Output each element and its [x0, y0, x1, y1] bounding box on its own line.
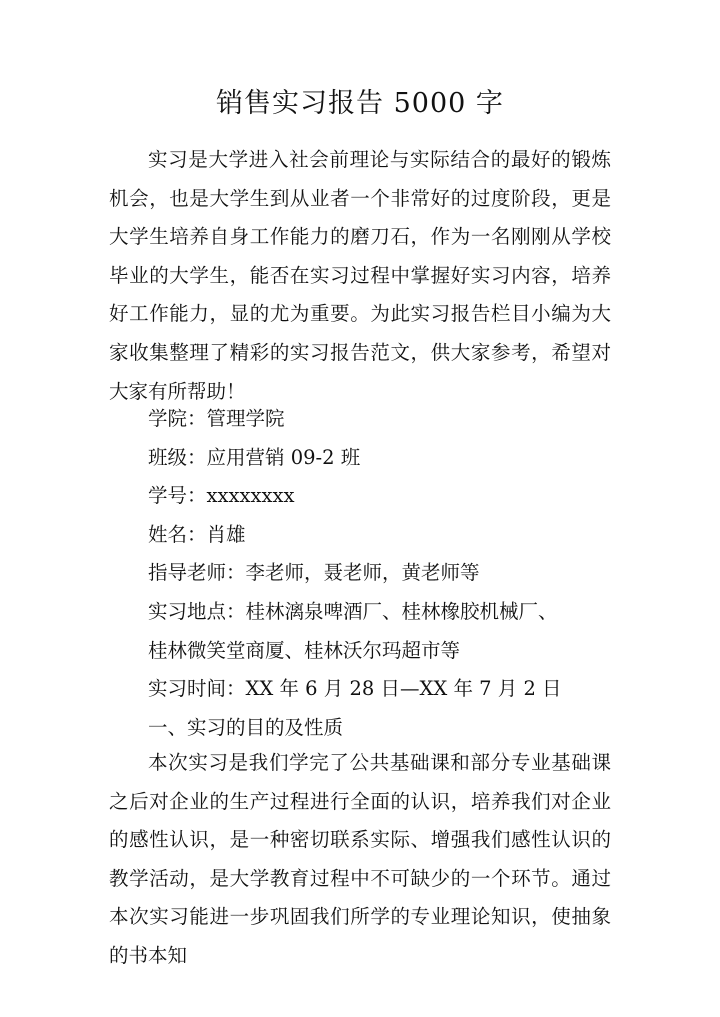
info-location-line1: 实习地点：桂林漓泉啤酒厂、桂林橡胶机械厂、 [148, 599, 558, 623]
intro-paragraph: 实习是大学进入社会前理论与实际结合的最好的锻炼机会，也是大学生到从业者一个非常好的过度阶段，更是大学生培养自身工作能力的磨刀石，作为一名刚刚从学校毕业的大学生，能否在实习过程中掌握好实习内容，培养好工作能力，显的尤为重要。为此实习报告栏目小编为大家收集整理了精彩的实习报告范文，供大家参考，希望对大家有所帮助！ [109, 148, 611, 403]
report-info-list [148, 400, 618, 747]
document-title: 销售实习报告 5000 字 [216, 88, 504, 119]
info-location-line2: 桂林微笑堂商厦、桂林沃尔玛超市等 [148, 638, 461, 662]
info-class: 班级：应用营销 09-2 班 [148, 445, 361, 469]
info-college: 学院：管理学院 [148, 407, 285, 430]
info-student-id: 学号：xxxxxxxx [148, 484, 295, 508]
section-paragraph: 本次实习是我们学完了公共基础课和部分专业基础课之后对企业的生产过程进行全面的认识，培养我们对企业的感性认识，是一种密切联系实际、增强我们感性认识的教学活动，是大学教育过程中不可缺少的一个环节。通过本次实习能进一步巩固我们所学的专业理论知识，使抽象的书本知 [109, 751, 611, 967]
section-heading: 一、实习的目的及性质 [148, 715, 344, 739]
info-name: 姓名：肖雄 [148, 522, 246, 546]
info-advisors: 指导老师：李老师，聂老师，黄老师等 [148, 561, 480, 585]
info-time: 实习时间：XX 年 6 月 28 日—XX 年 7 月 2 日 [148, 677, 562, 701]
